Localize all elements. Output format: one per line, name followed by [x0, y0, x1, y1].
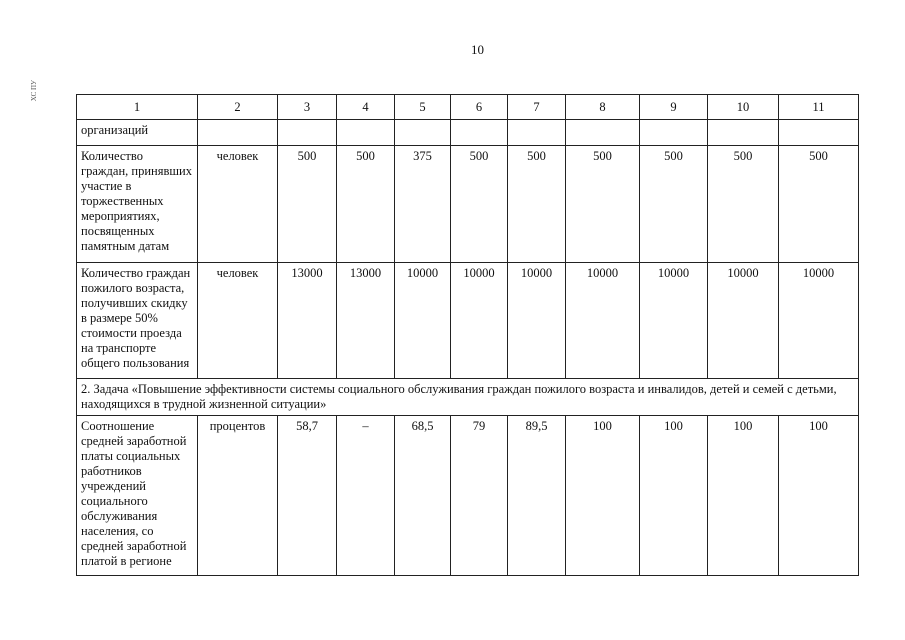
- value-cell: 13000: [337, 263, 395, 379]
- value-cell: [508, 120, 566, 146]
- value-cell: 500: [508, 146, 566, 263]
- header-cell: 9: [640, 95, 708, 120]
- margin-mark: ХС ПУ: [30, 80, 38, 102]
- header-cell: 11: [779, 95, 859, 120]
- row-label: Соотношение средней заработной платы социальных работников учреждений социального обслуживания населения, со средней заработной платой в регионе: [77, 416, 198, 576]
- row-label: Количество граждан пожилого возраста, получивших скидку в размере 50% стоимости проезда на транспорте общего пользования: [77, 263, 198, 379]
- value-cell: [451, 120, 508, 146]
- header-cell: 4: [337, 95, 395, 120]
- header-row: [77, 95, 859, 120]
- value-cell: 68,5: [395, 416, 451, 576]
- unit-cell: человек: [198, 146, 278, 263]
- value-cell: 10000: [508, 263, 566, 379]
- value-cell: 10000: [708, 263, 779, 379]
- value-cell: 500: [278, 146, 337, 263]
- value-cell: 100: [779, 416, 859, 576]
- header-cell: 2: [198, 95, 278, 120]
- task-heading: 2. Задача «Повышение эффективности системы социального обслуживания граждан пожилого возраста и инвалидов, детей и семей с детьми, находящихся в трудной жизненной ситуации»: [77, 379, 859, 416]
- value-cell: 100: [708, 416, 779, 576]
- header-cell: 6: [451, 95, 508, 120]
- unit-cell: процентов: [198, 416, 278, 576]
- task-row: [77, 379, 859, 416]
- value-cell: 58,7: [278, 416, 337, 576]
- header-cell: 8: [566, 95, 640, 120]
- value-cell: 500: [708, 146, 779, 263]
- value-cell: 89,5: [508, 416, 566, 576]
- value-cell: 500: [640, 146, 708, 263]
- value-cell: 100: [566, 416, 640, 576]
- value-cell: 79: [451, 416, 508, 576]
- header-cell: 7: [508, 95, 566, 120]
- value-cell: [395, 120, 451, 146]
- unit-cell: человек: [198, 263, 278, 379]
- value-cell: 13000: [278, 263, 337, 379]
- indicators-table: [76, 94, 859, 576]
- value-cell: [337, 120, 395, 146]
- row-label: организаций: [77, 120, 198, 146]
- value-cell: [708, 120, 779, 146]
- table-row: [77, 146, 859, 263]
- header-cell: 10: [708, 95, 779, 120]
- header-cell: 3: [278, 95, 337, 120]
- unit-cell: [198, 120, 278, 146]
- value-cell: 375: [395, 146, 451, 263]
- value-cell: 10000: [395, 263, 451, 379]
- value-cell: [779, 120, 859, 146]
- page-number: 10: [471, 42, 484, 57]
- header-cell: 5: [395, 95, 451, 120]
- value-cell: [566, 120, 640, 146]
- value-cell: –: [337, 416, 395, 576]
- value-cell: 10000: [566, 263, 640, 379]
- value-cell: 10000: [779, 263, 859, 379]
- value-cell: 100: [640, 416, 708, 576]
- table-row: [77, 263, 859, 379]
- value-cell: [278, 120, 337, 146]
- value-cell: [640, 120, 708, 146]
- table-row: [77, 120, 859, 146]
- value-cell: 10000: [451, 263, 508, 379]
- value-cell: 10000: [640, 263, 708, 379]
- value-cell: 500: [451, 146, 508, 263]
- value-cell: 500: [566, 146, 640, 263]
- value-cell: 500: [779, 146, 859, 263]
- value-cell: 500: [337, 146, 395, 263]
- header-cell: 1: [77, 95, 198, 120]
- row-label: Количество граждан, принявших участие в торжественных мероприятиях, посвященных памятным датам: [77, 146, 198, 263]
- table-row: [77, 416, 859, 576]
